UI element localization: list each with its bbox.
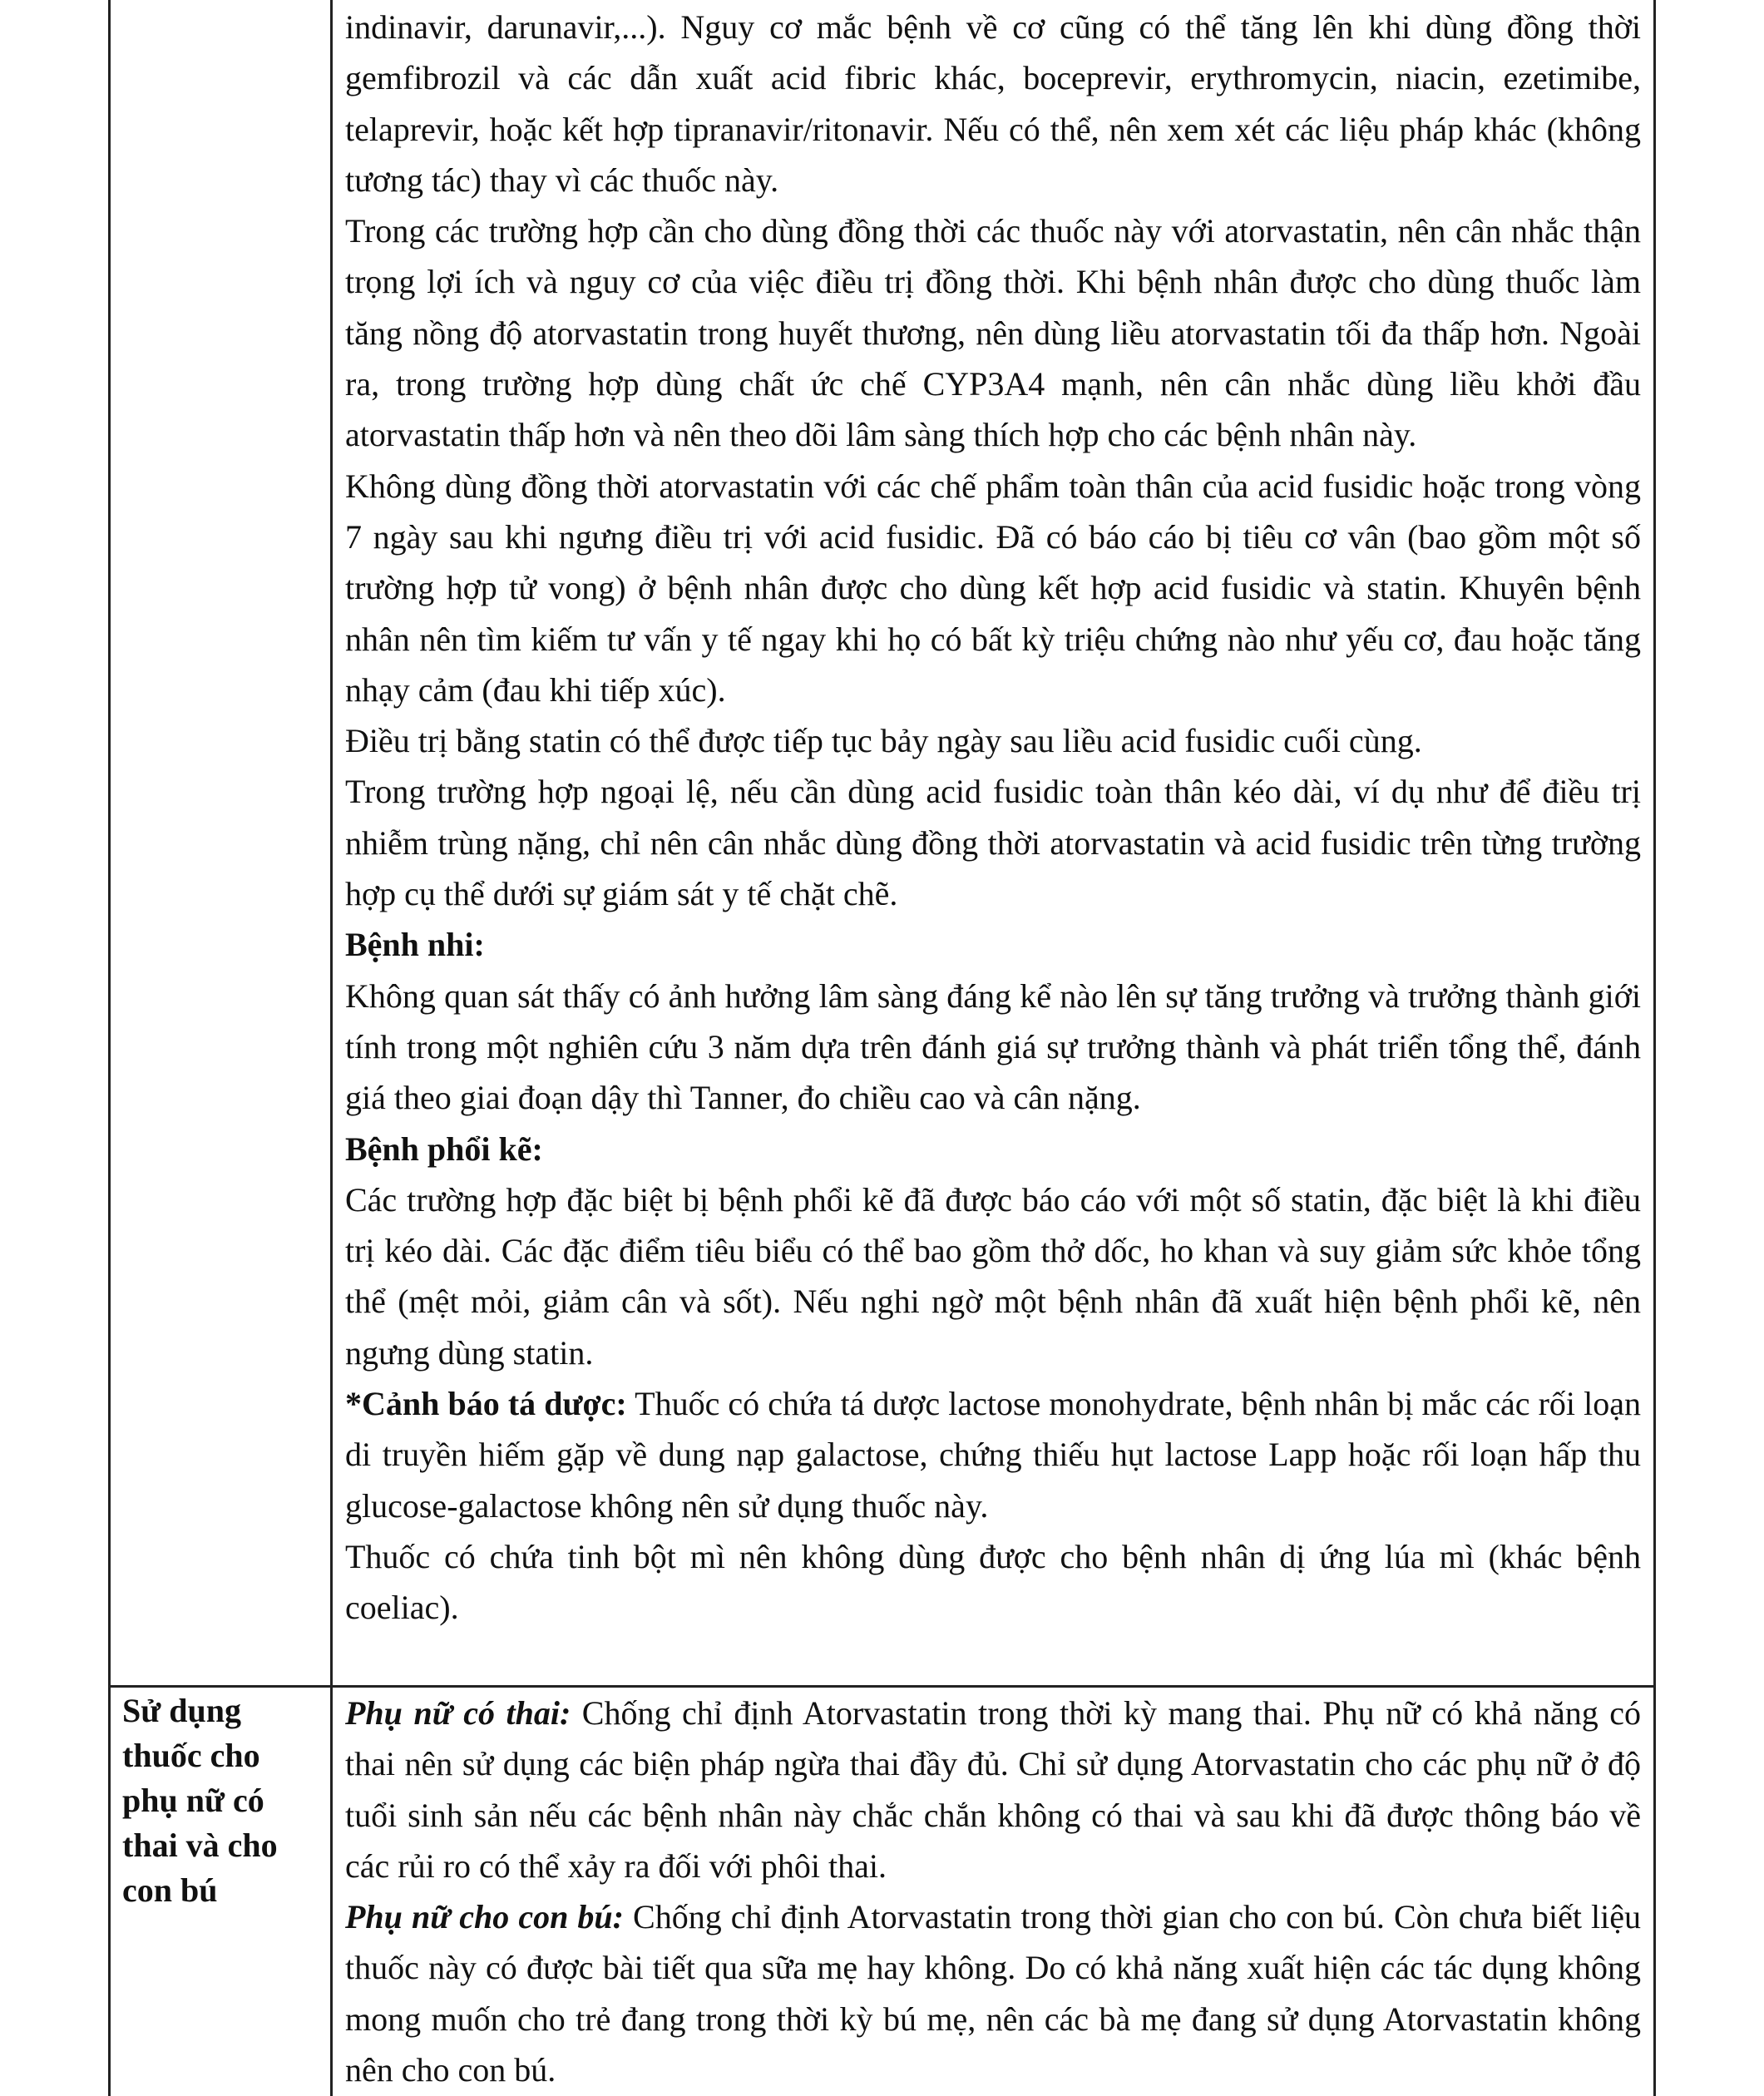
interaction-paragraph-2: Trong các trường hợp cần cho dùng đồng thời các thuốc này với atorvastatin, nên cân nhắc thận trọng lợi ích và nguy cơ của việc điều trị đồng thời. Khi bệnh nhân được cho dùng thuốc làm tăng nồng độ atorvastatin trong huyết thương, nên dùng liều atorvastatin tối đa thấp hơn. Ngoài ra, trong trường hợp dùng chất ức chế CYP3A4 mạnh, nên cân nhắc dùng liều khởi đầu atorvastatin thấp hơn và nên theo dõi lâm sàng thích hợp cho các bệnh nhân này. [345, 212, 1641, 454]
excipient-heading: *Cảnh báo tá dược: [345, 1385, 627, 1423]
row1-content-cell [345, 2, 1641, 1634]
document-table [108, 0, 1656, 2096]
wheat-paragraph: Thuốc có chứa tinh bột mì nên không dùng được cho bệnh nhân dị ứng lúa mì (khác bệnh coeliac). [345, 1537, 1641, 1627]
interaction-paragraph-1: indinavir, darunavir,...). Nguy cơ mắc bệnh về cơ cũng có thể tăng lên khi dùng đồng thời gemfibrozil và các dẫn xuất acid fibric khác, boceprevir, erythromycin, niacin, ezetimibe, telaprevir, hoặc kết hợp tipranavir/ritonavir. Nếu có thể, nên xem xét các liệu pháp khác (không tương tác) thay vì các thuốc này. [345, 8, 1641, 199]
excipient-text: Thuốc có chứa tá dược lactose monohydrate, bệnh nhân bị mắc các rối loạn di truyền hiếm gặp về dung nạp galactose, chứng thiếu hụt lactose Lapp hoặc rối loạn hấp thu glucose-galactose không nên sử dụng thuốc này. [345, 1385, 1642, 1525]
lactation-heading: Phụ nữ cho con bú: [345, 1898, 624, 1936]
pediatric-text: Không quan sát thấy có ảnh hưởng lâm sàng đáng kể nào lên sự tăng trưởng và trưởng thành giới tính trong một nghiên cứu 3 năm dựa trên đánh giá sự trưởng thành và phát triển tổng thể, đánh giá theo giai đoạn dậy thì Tanner, đo chiều cao và cân nặng. [345, 976, 1641, 1117]
lactation-paragraph [345, 1891, 1641, 2095]
column-divider [330, 0, 333, 2096]
pregnant-paragraph [345, 1688, 1641, 1891]
fusidic-paragraph-3: Trong trường hợp ngoại lệ, nếu cần dùng acid fusidic toàn thân kéo dài, ví dụ như để điều trị nhiễm trùng nặng, chỉ nên cân nhắc dùng đồng thời atorvastatin và acid fusidic trên từng trường hợp cụ thể dưới sự giám sát y tế chặt chẽ. [345, 773, 1641, 913]
pregnant-text: Chống chỉ định Atorvastatin trong thời kỳ mang thai. Phụ nữ có khả năng có thai nên sử dụng các biện pháp ngừa thai đầy đủ. Chỉ sử dụng Atorvastatin cho các phụ nữ ở độ tuổi sinh sản nếu các bệnh nhân này chắc chắn không có thai và sau khi đã được thông báo về các rủi ro có thể xảy ra đối với phôi thai. [345, 1694, 1641, 1885]
lactation-text: Chống chỉ định Atorvastatin trong thời gian cho con bú. Còn chưa biết liệu thuốc này có được bài tiết qua sữa mẹ hay không. Do có khả năng xuất hiện các tác dụng không mong muốn cho trẻ đang trong thời kỳ bú mẹ, nên các bà mẹ đang sử dụng Atorvastatin không nên cho con bú. [345, 1898, 1642, 2089]
pregnant-heading: Phụ nữ có thai: [345, 1694, 571, 1732]
excipient-paragraph [345, 1378, 1641, 1531]
fusidic-paragraph-1: Không dùng đồng thời atorvastatin với các chế phẩm toàn thân của acid fusidic hoặc trong vòng 7 ngày sau khi ngưng điều trị với acid fusidic. Đã có báo cáo bị tiêu cơ vân (bao gồm một số trường hợp tử vong) ở bệnh nhân được cho dùng kết hợp acid fusidic và statin. Khuyên bệnh nhân nên tìm kiếm tư vấn y tế ngay khi họ có bất kỳ triệu chứng nào như yếu cơ, đau hoặc tăng nhạy cảm (đau khi tiếp xúc). [345, 467, 1641, 709]
ild-text: Các trường hợp đặc biệt bị bệnh phổi kẽ đã được báo cáo với một số statin, đặc biệt là khi điều trị kéo dài. Các đặc điểm tiêu biểu có thể bao gồm thở dốc, ho khan và suy giảm sức khỏe tổng thể (mệt mỏi, giảm cân và sốt). Nếu nghi ngờ một bệnh nhân đã xuất hiện bệnh phổi kẽ, nên ngưng dùng statin. [345, 1180, 1641, 1372]
fusidic-paragraph-2: Điều trị bằng statin có thể được tiếp tục bảy ngày sau liều acid fusidic cuối cùng. [345, 722, 1422, 760]
pediatric-heading: Bệnh nhi: [345, 926, 485, 964]
row2-content-cell [345, 1688, 1641, 2095]
pregnancy-row-label: Sử dụng thuốc cho phụ nữ có thai và cho con bú [122, 1692, 278, 1909]
ild-heading: Bệnh phổi kẽ: [345, 1130, 543, 1168]
